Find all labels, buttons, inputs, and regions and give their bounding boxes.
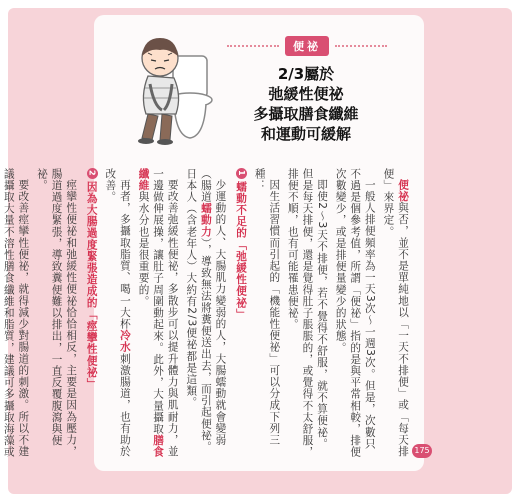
headline-line-4: 和運動可緩解 — [260, 125, 351, 143]
text: 與否，並不是單純地以「一天不排便」或「每天排便」來界定。 — [382, 168, 409, 457]
paragraph: 即使2～3天不排便，若不覺得不舒服，就不算便祕。但是每天排便，還是覺得肚子脹脹的，或覺得不太舒服，排便不順，也有可能罹患便祕。 — [286, 168, 329, 458]
paragraph — [103, 168, 132, 458]
section-number: 2 — [87, 168, 98, 179]
topic-tag: 便祕 — [285, 36, 329, 56]
headline-line-3: 多攝取膳食纖維 — [253, 105, 359, 123]
headline — [232, 64, 380, 144]
article-body — [2, 168, 410, 459]
section-title: 蠕動不足的「弛緩性便祕」 — [235, 181, 248, 321]
paragraph — [184, 168, 228, 458]
section-heading-1 — [233, 168, 248, 458]
paragraph — [381, 168, 410, 458]
dotted-rule-right — [335, 45, 387, 47]
topic-row — [227, 39, 387, 53]
section-number: 1 — [236, 168, 247, 179]
paragraph: 痙攣性便祕和弛緩性便祕恰恰相反，主要是因為壓力，腸道過度緊張，導致糞便難以排出，一直反覆腹瀉與便祕。 — [35, 168, 78, 457]
paragraph: 一般人排便頻率為一天3次～一週3次。但是，次數只不過是個參考值，所謂「便祕」指的是與平常相較，排便次數變少，或是排便量變少的狀態。 — [334, 168, 376, 458]
text: 與水分也是很重要的。 — [137, 191, 150, 308]
paragraph — [136, 168, 180, 458]
text: 再者，多攝取脂質、喝一大杯 — [118, 178, 131, 330]
emphasis: 蠕動力 — [199, 202, 212, 238]
dotted-rule-left — [227, 45, 279, 47]
toilet-person-illustration — [118, 26, 214, 148]
section-title: 因為大腸過度緊張造成的「痙攣性便祕」 — [85, 181, 98, 390]
emphasis: 冷水 — [118, 329, 131, 353]
headline-line-2: 弛緩性便祕 — [268, 85, 344, 103]
text: ），導致無法將糞便送出去，而引起便祕。日本人（含老年人）大約有2/3便祕都是這類。 — [185, 168, 212, 453]
text: 要改善弛緩性便祕，多散步可以提升體力與肌耐力，並一邊做伸展操，讓肚子周圍動起來。此外，大量攝取 — [152, 168, 179, 457]
paragraph: 因生活習慣而引起的「機能性便祕」可以分成下列三種： — [253, 168, 281, 446]
page-number: 175 — [412, 444, 432, 458]
emphasis: 便祕 — [397, 178, 409, 202]
text: 要改善痙攣性便祕，就得減少對腸道的刺激。所以不建議攝取大量不溶性膳食纖維和脂質，建議可多攝取海藻或 — [2, 168, 30, 458]
headline-line-1: 2/3屬於 — [277, 65, 335, 83]
text: 少運動的人、大腸肌力變弱的人，大腸蠕動就會變弱（腸道 — [199, 168, 227, 446]
paragraph — [0, 168, 30, 458]
text: 刺激腸道，也有助於改善。 — [104, 168, 131, 458]
section-heading-2 — [84, 168, 99, 458]
emphasis: 膳食纖維 — [137, 168, 165, 459]
